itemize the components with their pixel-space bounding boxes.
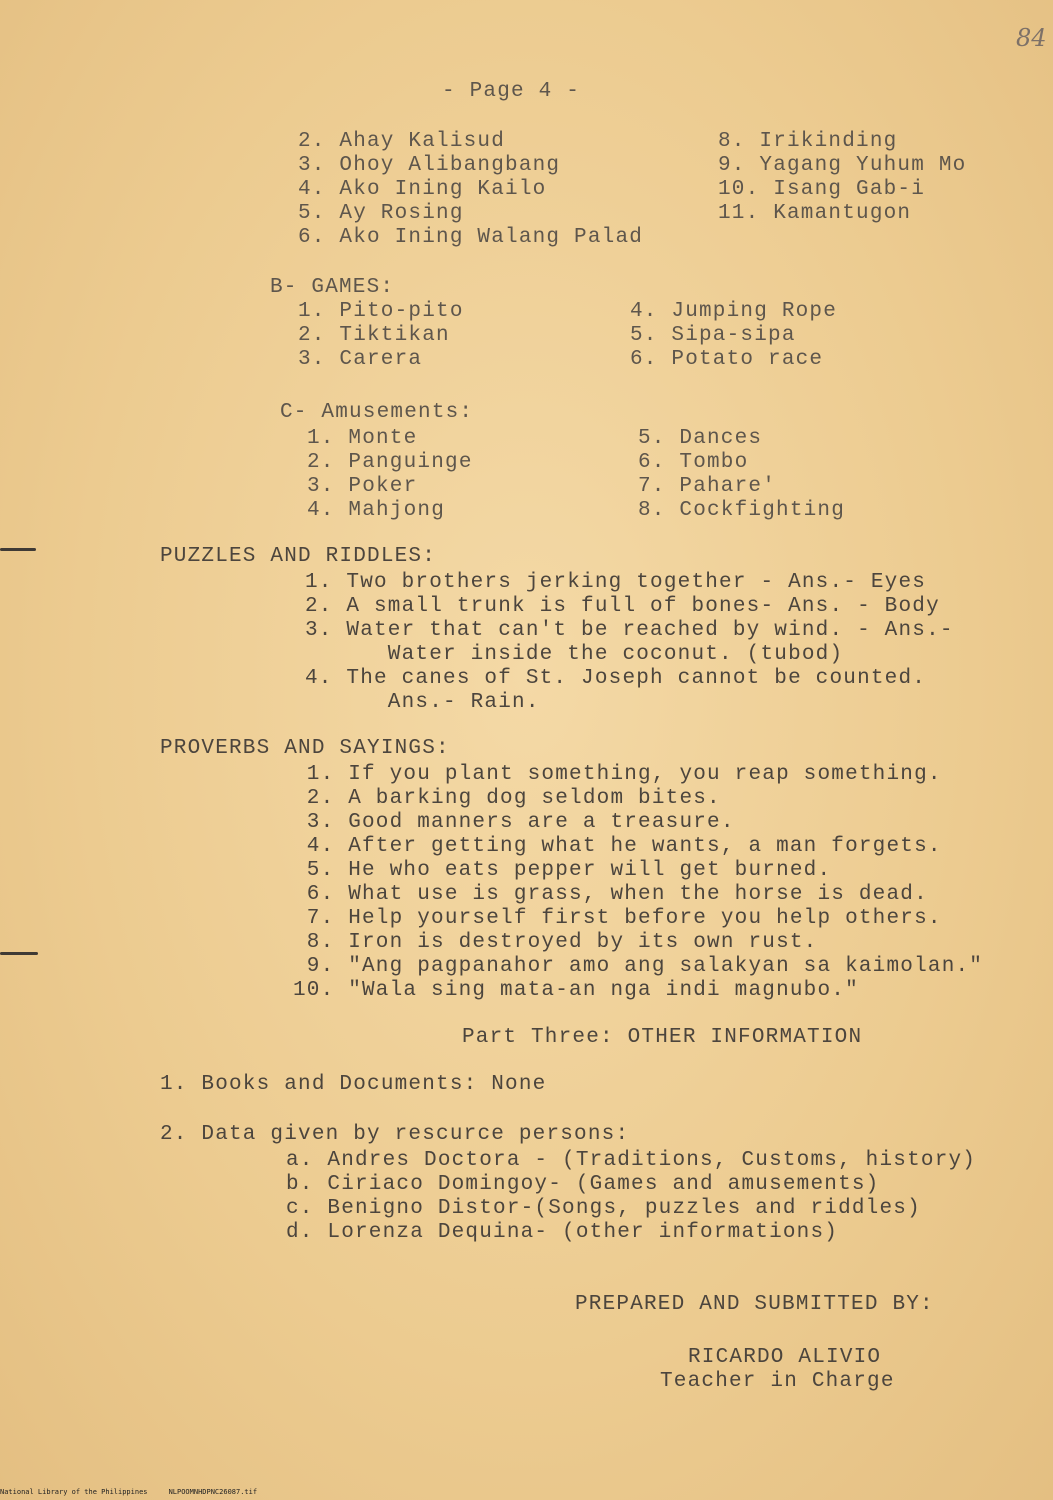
list-item: 5. Ay Rosing — [298, 202, 464, 225]
page-header: - Page 4 - — [442, 80, 581, 103]
list-item: 6. What use is grass, when the horse is dead. — [293, 883, 928, 906]
list-item: Water inside the coconut. (tubod) — [305, 643, 844, 666]
prepared-by-label: PREPARED AND SUBMITTED BY: — [575, 1293, 934, 1316]
list-item: 2. A barking dog seldom bites. — [293, 787, 721, 810]
list-item: 4. The canes of St. Joseph cannot be counted. — [305, 667, 927, 690]
list-item: 4. After getting what he wants, a man forgets. — [293, 835, 942, 858]
list-item: 6. Ako Ining Walang Palad — [298, 226, 644, 249]
list-item: 10. "Wala sing mata-an nga indi magnubo." — [293, 979, 859, 1002]
binding-mark — [0, 952, 38, 955]
list-item: 4. Mahjong — [307, 499, 446, 522]
list-item: 2. A small trunk is full of bones- Ans. - Body — [305, 595, 940, 618]
amusements-left-list — [307, 427, 473, 523]
scan-footer: National Library of the Philippines NLPOOMNHDPNC26087.tif — [0, 1488, 258, 1496]
list-item: 5. He who eats pepper will get burned. — [293, 859, 832, 882]
list-item: a. Andres Doctora - (Traditions, Customs, history) — [286, 1149, 977, 1172]
list-item: 5. Sipa-sipa — [630, 324, 796, 347]
list-item: 3. Carera — [298, 348, 423, 371]
list-item: 3. Water that can't be reached by wind. - Ans.- — [305, 619, 954, 642]
list-item: 2. Tiktikan — [298, 324, 450, 347]
puzzles-list — [305, 571, 954, 715]
signatory-name: RICARDO ALIVIO — [688, 1346, 882, 1369]
list-item: 7. Help yourself first before you help others. — [293, 907, 942, 930]
list-item: 6. Tombo — [638, 451, 749, 474]
proverbs-heading: PROVERBS AND SAYINGS: — [160, 737, 450, 760]
list-item: 1. Monte — [307, 427, 418, 450]
part-three-heading: Part Three: OTHER INFORMATION — [462, 1026, 863, 1049]
games-heading: B- GAMES: — [270, 276, 395, 299]
list-item: c. Benigno Distor-(Songs, puzzles and riddles) — [286, 1197, 921, 1220]
list-item: 9. "Ang pagpanahor amo ang salakyan sa kaimolan." — [293, 955, 984, 978]
list-item: 3. Good manners are a treasure. — [293, 811, 735, 834]
amusements-right-list — [638, 427, 845, 523]
binding-mark — [0, 548, 36, 551]
list-item: 6. Potato race — [630, 348, 824, 371]
list-item: 10. Isang Gab-i — [718, 178, 926, 201]
list-item: 2. Panguinge — [307, 451, 473, 474]
books-line: 1. Books and Documents: None — [160, 1073, 547, 1096]
list-item: b. Ciriaco Domingoy- (Games and amusements) — [286, 1173, 880, 1196]
list-item: 2. Ahay Kalisud — [298, 130, 506, 153]
list-item: 1. Pito-pito — [298, 300, 464, 323]
page-number-handwritten: 84 — [1016, 24, 1047, 52]
list-item: 5. Dances — [638, 427, 763, 450]
signatory-title: Teacher in Charge — [660, 1370, 895, 1393]
data-heading: 2. Data given by rescurce persons: — [160, 1123, 630, 1146]
resource-persons-list — [286, 1149, 976, 1245]
list-item: 4. Jumping Rope — [630, 300, 838, 323]
games-left-list — [298, 300, 464, 372]
list-item: 1. Two brothers jerking together - Ans.- Eyes — [305, 571, 927, 594]
list-item: Ans.- Rain. — [305, 691, 540, 714]
proverbs-list — [293, 763, 983, 1003]
list-item: d. Lorenza Dequina- (other informations) — [286, 1221, 839, 1244]
amusements-heading: C- Amusements: — [280, 401, 474, 424]
list-item: 8. Iron is destroyed by its own rust. — [293, 931, 818, 954]
songs-right-list — [718, 130, 966, 226]
games-right-list — [630, 300, 837, 372]
list-item: 4. Ako Ining Kailo — [298, 178, 547, 201]
list-item: 11. Kamantugon — [718, 202, 912, 225]
list-item: 3. Poker — [307, 475, 418, 498]
list-item: 9. Yagang Yuhum Mo — [718, 154, 967, 177]
list-item: 7. Pahare' — [638, 475, 777, 498]
list-item: 3. Ohoy Alibangbang — [298, 154, 561, 177]
puzzles-heading: PUZZLES AND RIDDLES: — [160, 545, 437, 568]
songs-left-list — [298, 130, 643, 250]
list-item: 8. Cockfighting — [638, 499, 846, 522]
list-item: 1. If you plant something, you reap something. — [293, 763, 942, 786]
list-item: 8. Irikinding — [718, 130, 898, 153]
